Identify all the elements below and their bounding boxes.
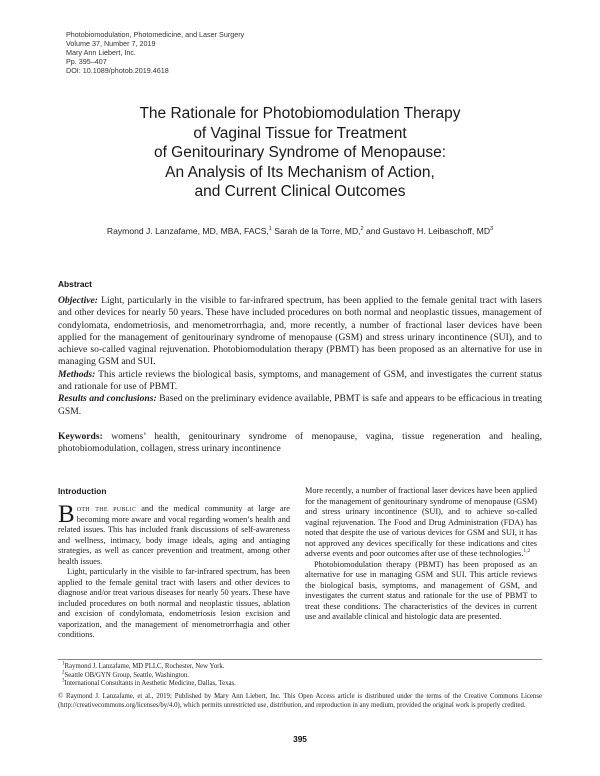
abstract-body	[58, 295, 542, 418]
affiliation-number: 2	[62, 670, 65, 676]
affiliation-number: 1	[62, 661, 65, 667]
page-range: Pp. 395–407	[66, 57, 107, 66]
affiliations	[58, 663, 542, 689]
citation-ref: 1,2	[523, 548, 531, 555]
body-column-left	[58, 486, 290, 641]
abstract-heading: Abstract	[58, 279, 92, 289]
doi: DOI: 10.1089/photob.2019.4618	[66, 66, 169, 75]
affiliation-item	[58, 680, 542, 689]
body-column-right	[305, 486, 537, 623]
methods-label: Methods:	[58, 368, 96, 380]
methods-text: This article reviews the biological basis, symptoms, and management of GSM, and investigates the current status and rationale for use of PBMT.	[58, 368, 542, 393]
affiliation-item	[58, 663, 542, 672]
title-line: of Genitourinary Syndrome of Menopause:	[153, 144, 447, 162]
objective-label: Objective:	[58, 295, 98, 306]
affiliation-text: Raymond J. Lanzafame, MD PLLC, Rochester, New York.	[64, 663, 225, 670]
page-number: 395	[293, 734, 307, 744]
publisher-name: Mary Ann Liebert, Inc.	[66, 48, 136, 57]
results-text: Based on the preliminary evidence available, PBMT is safe and appears to be efficacious in treating GSM.	[58, 393, 542, 417]
affiliation-number: 3	[62, 678, 65, 684]
author-3: and Gustavo H. Leibaschoff, MD	[363, 226, 491, 236]
introduction-heading: Introduction	[58, 486, 107, 496]
title-line: An Analysis of Its Mechanism of Action,	[165, 163, 435, 181]
author-2: Sarah de la Torre, MD,	[271, 226, 361, 236]
journal-name: Photobiomodulation, Photomedicine, and Laser Surgery	[66, 30, 245, 39]
title-line: The Rationale for Photobiomodulation Therapy	[139, 105, 461, 122]
intro-paragraph-3	[305, 486, 537, 560]
intro-paragraph-1	[58, 501, 290, 567]
keywords	[58, 431, 542, 456]
keywords-label: Keywords:	[58, 431, 103, 442]
license-statement: © Raymond J. Lanzafame, et al., 2019; Published by Mary Ann Liebert, Inc. This Open Access article is distributed under the terms of the Creative Commons License (http://creativecommons.org/licenses/by/4.0), which permits unrestricted use, distribution, and reproduction in any medium, provided the original work is properly credited.	[58, 693, 542, 709]
article-title	[60, 104, 540, 202]
title-line: of Vaginal Tissue for Treatment	[193, 124, 407, 142]
objective-text: Light, particularly in the visible to far-infrared spectrum, has been applied to the female genital tract with lasers and other devices for nearly 50 years. These have included procedures on both normal and neoplastic tissues, management of condylomata, endometriosis, and menometrorrhagia, and, more recently, a number of fractional laser devices have been applied for the management of genitourinary syndrome of menopause (GSM) and stress urinary incontinence (SUI), and to achieve so-called vaginal rejuvenation. Photobiomodulation therapy (PBMT) has been proposed as an alternative for use in managing GSM and SUI.	[58, 295, 542, 368]
author-1-affil: 1	[268, 226, 272, 233]
keywords-text: womens’ health, genitourinary syndrome of menopause, vagina, tissue regeneration and healing, photobiomodulation, collagen, stress urinary incontinence	[58, 431, 542, 455]
drop-cap: B	[58, 501, 75, 528]
author-list	[60, 226, 540, 236]
intro-paragraph-1-text: and the medical community at large are becoming more aware and vocal regarding women’s health and related issues. This has included frank discussions of self-awareness and wellness, intimacy, body image ideals, aging and antiaging strategies, as well as cancer prevention and treatment, among other health issues.	[58, 504, 290, 566]
author-1: Raymond J. Lanzafame, MD, MBA, FACS,	[106, 226, 269, 236]
intro-paragraph-2: Light, particularly in the visible to far-infrared spectrum, has been applied to the female genital tract with lasers and other devices to diagnose and/or treat various diseases for nearly 50 years. These have included procedures on both normal and neoplastic tissues, ablation and excision of condylomata, endometriosis lesion excision and vaporization, and the management of menometrorrhagia and other conditions.	[58, 567, 290, 639]
journal-volume: Volume 37, Number 7, 2019	[66, 39, 156, 48]
footnote-divider	[58, 659, 542, 660]
intro-paragraph-4: Photobiomodulation therapy (PBMT) has been proposed as an alternative for use in managing GSM and SUI. This article reviews the biological basis, symptoms, and management of GSM, and investigates the current status and rationale for the use of PBMT to treat these conditions. The characteristics of the devices in current use and available clinical and histologic data are presented.	[305, 559, 537, 621]
author-2-affil: 2	[360, 226, 364, 233]
affiliation-item	[58, 672, 542, 681]
results-label: Results and conclusions:	[58, 393, 157, 405]
affiliation-text: Seattle OB/GYN Group, Seattle, Washington.	[64, 671, 189, 679]
journal-header	[66, 30, 244, 75]
abstract-objective	[58, 295, 542, 369]
title-line: and Current Clinical Outcomes	[194, 183, 406, 201]
intro-paragraph-3-text: More recently, a number of fractional laser devices have been applied for the management of genitourinary syndrome of menopause (GSM) and stress urinary incontinence (SUI), and to achieve so-called vaginal rejuvenation. The Food and Drug Administration (FDA) has noted that despite the use of various devices for GSM and SUI, it has not approved any devices specifically for these indications and cites adverse events and poor outcomes after use of these technologies.	[305, 486, 537, 558]
author-3-affil: 3	[490, 226, 494, 233]
affiliation-text: International Consultants in Aesthetic Medicine, Dallas, Texas.	[64, 680, 236, 688]
intro-smallcaps: oth the public	[76, 504, 137, 513]
abstract-methods	[58, 369, 542, 394]
abstract-results	[58, 393, 542, 418]
